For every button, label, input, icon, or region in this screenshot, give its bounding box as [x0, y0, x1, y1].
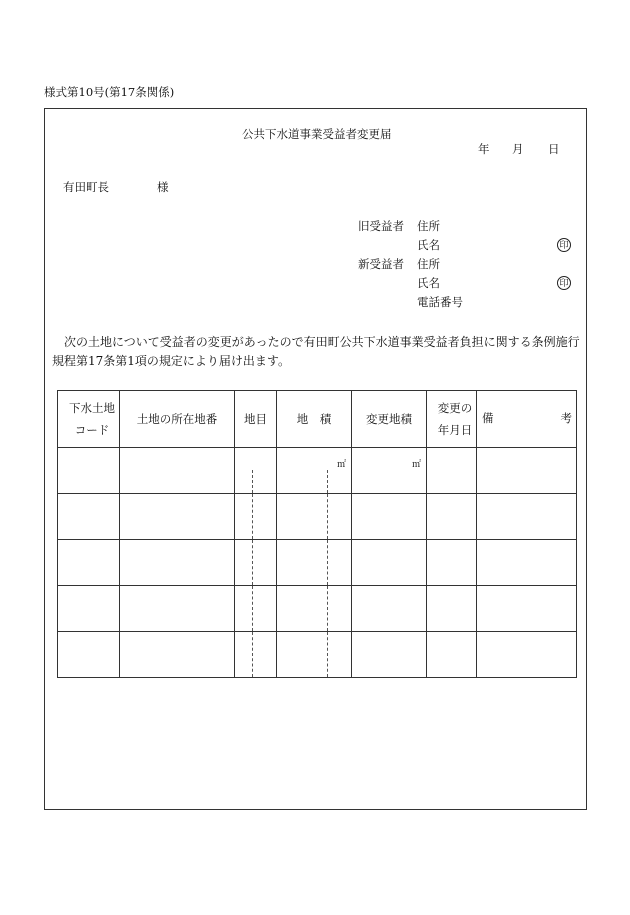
- date-day-label: 日: [548, 142, 560, 156]
- area-unit: ㎡: [336, 460, 346, 470]
- cell-land-category[interactable]: [235, 540, 277, 586]
- cell-location[interactable]: [120, 632, 235, 678]
- cell-remarks[interactable]: [477, 494, 577, 540]
- header-land-code: [58, 391, 120, 448]
- date-year-label: 年: [478, 142, 490, 156]
- cell-location[interactable]: [120, 448, 235, 494]
- table-row: [58, 586, 577, 632]
- cell-land-category[interactable]: [235, 586, 277, 632]
- header-remarks-left: 備: [482, 411, 494, 425]
- cell-change-date[interactable]: [427, 586, 477, 632]
- header-land-code-line2: コード: [74, 423, 110, 437]
- cell-land-category[interactable]: [235, 632, 277, 678]
- area-divider: [252, 470, 253, 493]
- cell-changed-area[interactable]: [352, 494, 427, 540]
- cell-area[interactable]: [277, 448, 352, 494]
- header-area: 地 積: [277, 391, 352, 448]
- cell-land-code[interactable]: [58, 540, 120, 586]
- date-month-label: 月: [512, 142, 524, 156]
- cell-land-category[interactable]: [235, 448, 277, 494]
- cell-changed-area[interactable]: [352, 632, 427, 678]
- changed-area-divider: [327, 540, 328, 585]
- old-name-label: 氏名: [417, 238, 440, 252]
- new-name-label: 氏名: [417, 276, 440, 290]
- cell-remarks[interactable]: [477, 632, 577, 678]
- table-row: [58, 494, 577, 540]
- cell-land-category[interactable]: [235, 494, 277, 540]
- cell-remarks[interactable]: [477, 540, 577, 586]
- form-title: 公共下水道事業受益者変更届: [242, 127, 392, 141]
- changed-area-divider: [327, 632, 328, 677]
- cell-land-code[interactable]: [58, 632, 120, 678]
- header-remarks-right: 考: [560, 411, 572, 425]
- cell-changed-area[interactable]: [352, 540, 427, 586]
- changed-area-divider: [327, 586, 328, 631]
- table-row: [58, 632, 577, 678]
- new-beneficiary-label: 新受益者: [358, 257, 404, 271]
- addressee-honorific: 様: [157, 180, 169, 194]
- changed-area-divider: [327, 494, 328, 539]
- cell-area[interactable]: [277, 494, 352, 540]
- cell-location[interactable]: [120, 540, 235, 586]
- cell-change-date[interactable]: [427, 540, 477, 586]
- table-header-row: [58, 391, 577, 448]
- cell-change-date[interactable]: [427, 494, 477, 540]
- changed-area-divider: [327, 470, 328, 493]
- header-location: 土地の所在地番: [120, 391, 235, 448]
- cell-land-code[interactable]: [58, 494, 120, 540]
- cell-change-date[interactable]: [427, 448, 477, 494]
- area-divider: [252, 632, 253, 677]
- cell-remarks[interactable]: [477, 448, 577, 494]
- addressee-name: 有田町長: [63, 180, 109, 194]
- cell-area[interactable]: [277, 540, 352, 586]
- cell-area[interactable]: [277, 632, 352, 678]
- body-text-line1: 次の土地について受益者の変更があったので有田町公共下水道事業受益者負担に関する条例施行: [64, 335, 580, 349]
- header-change-date: [427, 391, 477, 448]
- header-remarks: [477, 391, 577, 448]
- cell-remarks[interactable]: [477, 586, 577, 632]
- land-table: [57, 390, 577, 678]
- area-divider: [252, 494, 253, 539]
- cell-changed-area[interactable]: [352, 448, 427, 494]
- area-divider: [252, 586, 253, 631]
- cell-changed-area[interactable]: [352, 586, 427, 632]
- header-changed-area: 変更地積: [352, 391, 427, 448]
- old-seal-icon: 印: [557, 238, 571, 252]
- cell-location[interactable]: [120, 586, 235, 632]
- header-change-date-line2: 年月日: [437, 423, 473, 437]
- phone-label: 電話番号: [417, 295, 463, 309]
- cell-change-date[interactable]: [427, 632, 477, 678]
- header-land-category: 地目: [235, 391, 277, 448]
- cell-area[interactable]: [277, 586, 352, 632]
- cell-land-code[interactable]: [58, 586, 120, 632]
- area-divider: [252, 540, 253, 585]
- header-land-code-line1: 下水土地: [69, 401, 115, 415]
- old-beneficiary-label: 旧受益者: [358, 219, 404, 233]
- form-number: 様式第10号(第17条関係): [44, 85, 175, 99]
- old-address-label: 住所: [417, 219, 440, 233]
- new-address-label: 住所: [417, 257, 440, 271]
- cell-land-code[interactable]: [58, 448, 120, 494]
- cell-location[interactable]: [120, 494, 235, 540]
- new-seal-icon: 印: [557, 276, 571, 290]
- header-change-date-line1: 変更の: [437, 401, 473, 415]
- table-row: [58, 448, 577, 494]
- body-text-line2: 規程第17条第1項の規定により届け出ます。: [52, 354, 290, 368]
- changed-area-unit: ㎡: [411, 460, 421, 470]
- table-row: [58, 540, 577, 586]
